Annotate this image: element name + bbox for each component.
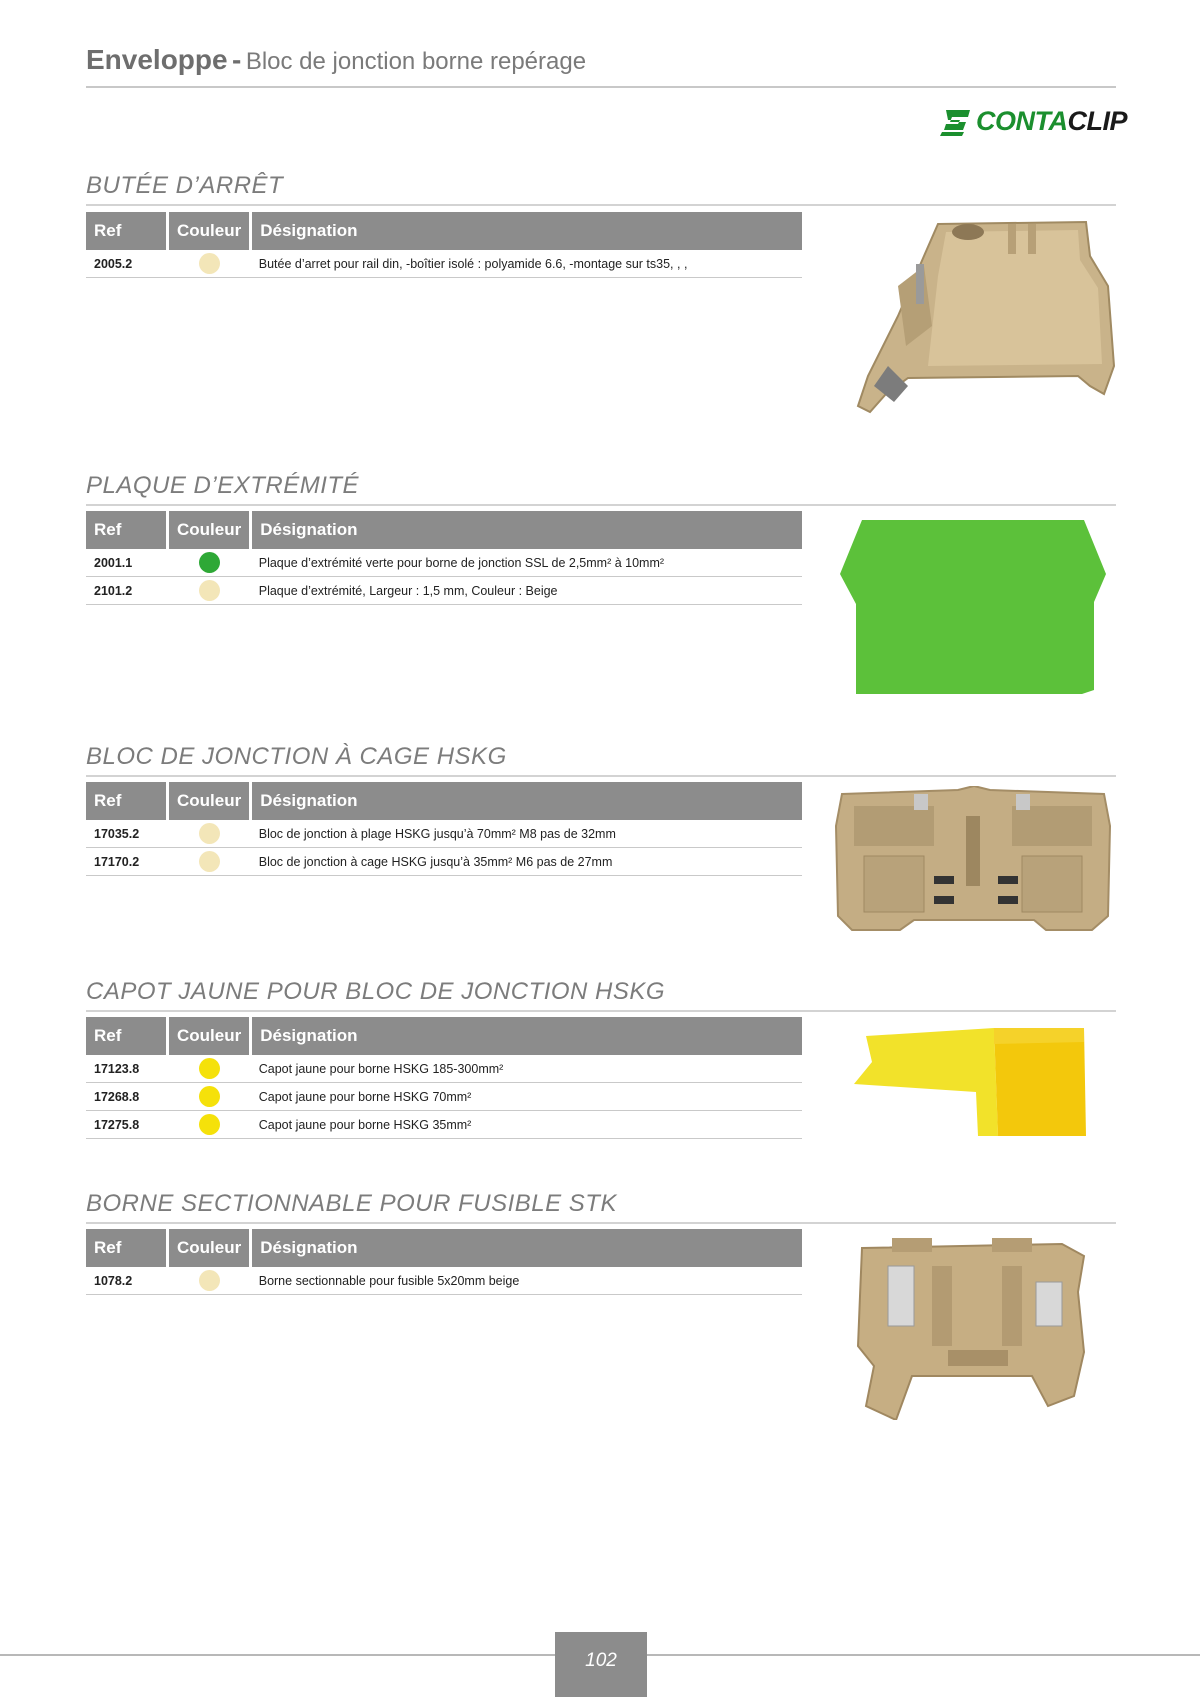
row-ref: 17035.2 [86, 820, 168, 848]
col-header-designation: Désignation [251, 782, 802, 820]
table-row [86, 1111, 802, 1139]
row-ref: 17170.2 [86, 848, 168, 876]
row-designation: Plaque d’extrémité verte pour borne de jonction SSL de 2,5mm² à 10mm² [251, 549, 802, 577]
col-header-designation: Désignation [251, 212, 802, 250]
row-designation: Borne sectionnable pour fusible 5x20mm beige [251, 1267, 802, 1295]
table-row [86, 820, 802, 848]
page-title: Enveloppe [86, 44, 228, 75]
col-header-ref: Ref [86, 1229, 168, 1267]
contaclip-logo-mark-icon [940, 108, 974, 138]
col-header-ref: Ref [86, 1017, 168, 1055]
green-end-plate-image [838, 518, 1110, 696]
col-header-ref: Ref [86, 212, 168, 250]
row-designation: Capot jaune pour borne HSKG 70mm² [251, 1083, 802, 1111]
color-swatch [199, 1270, 220, 1291]
page-number: 102 [555, 1632, 647, 1697]
page-header [86, 44, 1116, 88]
section-title-butee: BUTÉE D’ARRÊT [86, 172, 1116, 206]
section-title-plaque: PLAQUE D’EXTRÉMITÉ [86, 472, 1116, 506]
row-ref: 2101.2 [86, 577, 168, 605]
section-title-borne: BORNE SECTIONNABLE POUR FUSIBLE STK [86, 1190, 1116, 1224]
product-table-plaque [86, 511, 802, 605]
col-header-color: Couleur [168, 1229, 251, 1267]
yellow-cover-image [852, 1022, 1092, 1142]
table-row [86, 250, 802, 278]
color-swatch [199, 552, 220, 573]
col-header-designation: Désignation [251, 511, 802, 549]
table-row [86, 1267, 802, 1295]
color-swatch [199, 580, 220, 601]
table-row [86, 549, 802, 577]
fuse-terminal-image [852, 1236, 1092, 1420]
terminal-block-image [834, 786, 1112, 932]
end-stop-product-image [828, 216, 1120, 420]
color-swatch [199, 851, 220, 872]
contaclip-wordmark: CONTACLIP [976, 106, 1128, 136]
title-separator: - [232, 44, 242, 75]
col-header-color: Couleur [168, 782, 251, 820]
row-ref: 17275.8 [86, 1111, 168, 1139]
page-subtitle: Bloc de jonction borne repérage [245, 48, 587, 75]
row-designation: Butée d’arret pour rail din, -boîtier isolé : polyamide 6.6, -montage sur ts35, , , [251, 250, 802, 278]
product-table-borne [86, 1229, 802, 1295]
product-table-butee [86, 212, 802, 278]
table-row [86, 848, 802, 876]
table-row [86, 1083, 802, 1111]
row-designation: Bloc de jonction à plage HSKG jusqu’à 70mm² M8 pas de 32mm [251, 820, 802, 848]
product-table-capot [86, 1017, 802, 1139]
col-header-color: Couleur [168, 1017, 251, 1055]
row-ref: 2005.2 [86, 250, 168, 278]
row-designation: Plaque d’extrémité, Largeur : 1,5 mm, Couleur : Beige [251, 577, 802, 605]
color-swatch [199, 1086, 220, 1107]
col-header-color: Couleur [168, 212, 251, 250]
table-row [86, 1055, 802, 1083]
section-title-hskg: BLOC DE JONCTION À CAGE HSKG [86, 743, 1116, 777]
color-swatch [199, 253, 220, 274]
row-ref: 2001.1 [86, 549, 168, 577]
contaclip-logo [940, 104, 1128, 140]
col-header-designation: Désignation [251, 1017, 802, 1055]
row-designation: Capot jaune pour borne HSKG 185-300mm² [251, 1055, 802, 1083]
row-designation: Capot jaune pour borne HSKG 35mm² [251, 1111, 802, 1139]
col-header-ref: Ref [86, 782, 168, 820]
color-swatch [199, 823, 220, 844]
color-swatch [199, 1058, 220, 1079]
row-ref: 1078.2 [86, 1267, 168, 1295]
section-title-capot: CAPOT JAUNE POUR BLOC DE JONCTION HSKG [86, 978, 1116, 1012]
row-ref: 17123.8 [86, 1055, 168, 1083]
table-row [86, 577, 802, 605]
row-ref: 17268.8 [86, 1083, 168, 1111]
color-swatch [199, 1114, 220, 1135]
product-table-hskg [86, 782, 802, 876]
col-header-designation: Désignation [251, 1229, 802, 1267]
row-designation: Bloc de jonction à cage HSKG jusqu’à 35mm² M6 pas de 27mm [251, 848, 802, 876]
col-header-ref: Ref [86, 511, 168, 549]
col-header-color: Couleur [168, 511, 251, 549]
